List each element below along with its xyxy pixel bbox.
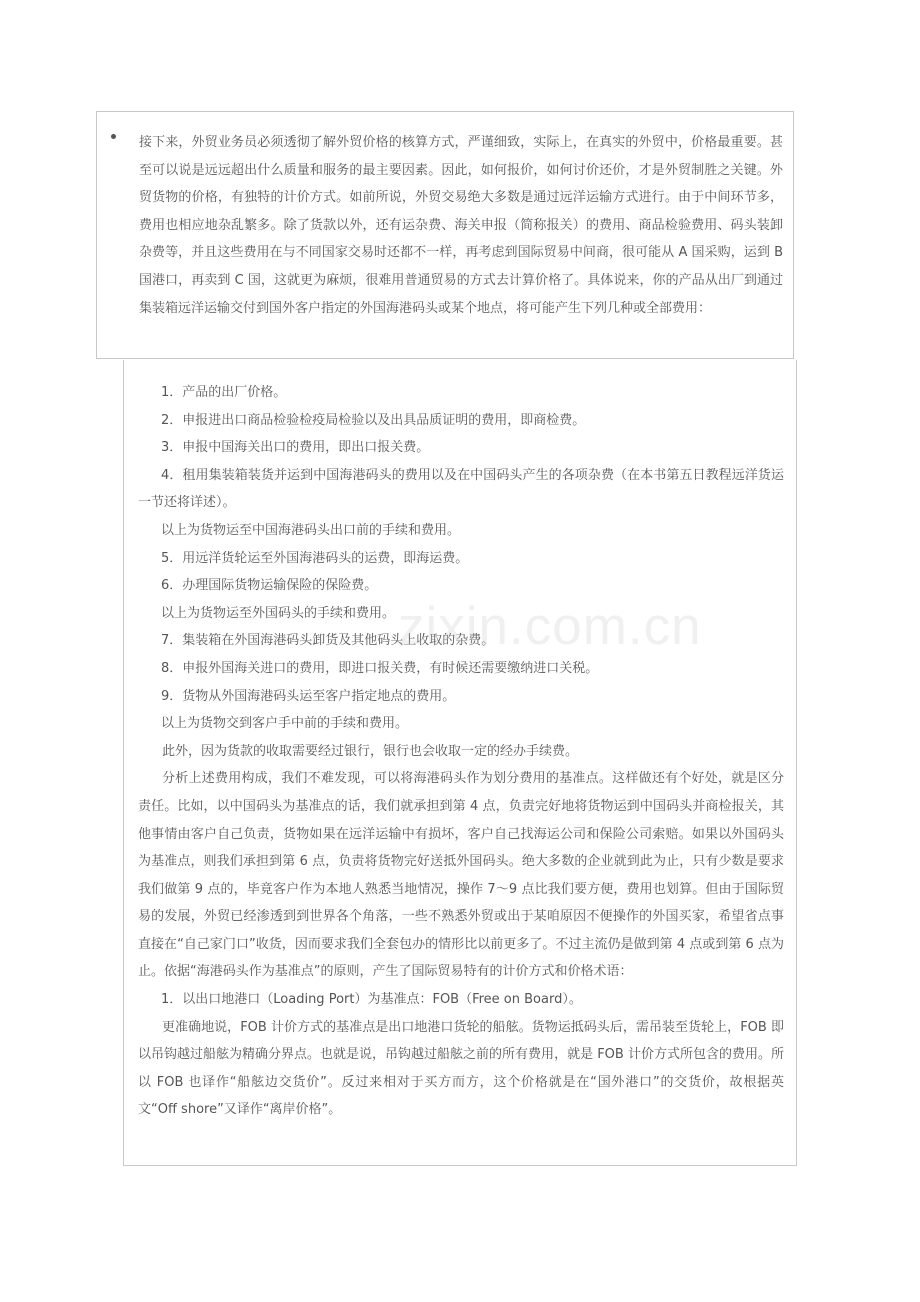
- paragraph: 更准确地说，FOB 计价方式的基准点是出口地港口货轮的船舷。货物运抵码头后，需吊装至货轮上，FOB 即以吊钩越过船舷为精确分界点。也就是说，吊钩越过船舷之前的所有费用，就是 FOB 计价方式所包含的费用。所以 FOB 也译作“船舷边交货价”。反过来相对于买方而方，这个价格就是在“国外港口”的交货价，故根据英文“Off shore”又译作“离岸价格”。: [138, 1019, 784, 1118]
- intro-paragraph: 接下来，外贸业务员必须透彻了解外贸价格的核算方式，严谨细致，实际上，在真实的外贸中，价格最重要。甚至可以说是远远超出什么质量和服务的最主要因素。因此，如何报价，如何讨价还价，才是外贸制胜之关键。外贸货物的价格，有独特的计价方式。如前所说，外贸交易绝大多数是通过远洋运输方式进行。由于中间环节多，费用也相应地杂乱繁多。除了货款以外，还有运杂费、海关申报（简称报关）的费用、商品检验费用、码头装卸杂费等，并且这些费用在与不同国家交易时还都不一样，再考虑到国际贸易中间商，很可能从 A 国采购，运到 B 国港口，再卖到 C 国，这就更为麻烦，很难用普通贸易的方式去计算价格了。具体说来，你的产品从出厂到通过集装箱远洋运输交付到国外客户指定的外国海港码头或某个地点，将可能产生下列几种或全部费用：: [139, 135, 783, 316]
- paragraph: 此外，因为货款的收取需要经过银行，银行也会收取一定的经办手续费。: [162, 743, 579, 759]
- summary-line: 以上为货物运至外国码头的手续和费用。: [161, 605, 396, 621]
- list-item: 1．以出口地港口（Loading Port）为基准点：FOB（Free on Board）。: [161, 992, 582, 1008]
- list-item: 9．货物从外国海港码头运至客户指定地点的费用。: [161, 688, 456, 704]
- list-item: 7．集装箱在外国海港码头卸货及其他码头上收取的杂费。: [161, 633, 495, 649]
- summary-line: 以上为货物交到客户手中前的手续和费用。: [161, 716, 409, 732]
- list-item: 4．租用集装箱装货并运到中国海港码头的费用以及在中国码头产生的各项杂费（在本书第五日教程远洋货运一节还将详述）。: [138, 467, 784, 511]
- list-item: 3．申报中国海关出口的费用，即出口报关费。: [161, 440, 430, 456]
- summary-line: 以上为货物运至中国海港码头出口前的手续和费用。: [161, 522, 461, 538]
- list-item: 2．申报进出口商品检验检疫局检验以及出具品质证明的费用，即商检费。: [161, 412, 586, 428]
- cost-list-content: [138, 379, 784, 1124]
- intro-box: [96, 111, 794, 359]
- list-item: 6．办理国际货物运输保险的保险费。: [161, 578, 378, 594]
- list-item: 8．申报外国海关进口的费用，即进口报关费，有时候还需要缴纳进口关税。: [161, 660, 599, 676]
- watermark: zixin.com.cn: [398, 597, 702, 656]
- bullet-icon: [111, 134, 116, 139]
- list-item: 1．产品的出厂价格。: [161, 385, 287, 400]
- paragraph: 分析上述费用构成，我们不难发现，可以将海港码头作为划分费用的基准点。这样做还有个好处，就是区分责任。比如，以中国码头为基准点的话，我们就承担到第 4 点，负责完好地将货物运到中国码头并商检报关，其他事情由客户自己负责，货物如果在远洋运输中有损坏，客户自己找海运公司和保险公司索赔。如果以外国码头为基准点，则我们承担到第 6 点，负责将货物完好送抵外国码头。绝大多数的企业就到此为止，只有少数是要求我们做第 9 点的，毕竟客户作为本地人熟悉当地情况，操作 7～9 点比我们要方便，费用也划算。但由于国际贸易的发展，外贸已经渗透到到世界各个角落，一些不熟悉外贸或出于某咱原因不便操作的外国买家，希望省点事直接在“自己家门口”收货，因而要求我们全套包办的情形比以前更多了。不过主流仍是做到第 4 点或到第 6 点为止。依据“海港码头作为基准点”的原则，产生了国际贸易特有的计价方式和价格术语：: [138, 771, 784, 980]
- list-item: 5．用远洋货轮运至外国海港码头的运费，即海运费。: [161, 550, 469, 566]
- cost-list-box: [123, 360, 797, 1166]
